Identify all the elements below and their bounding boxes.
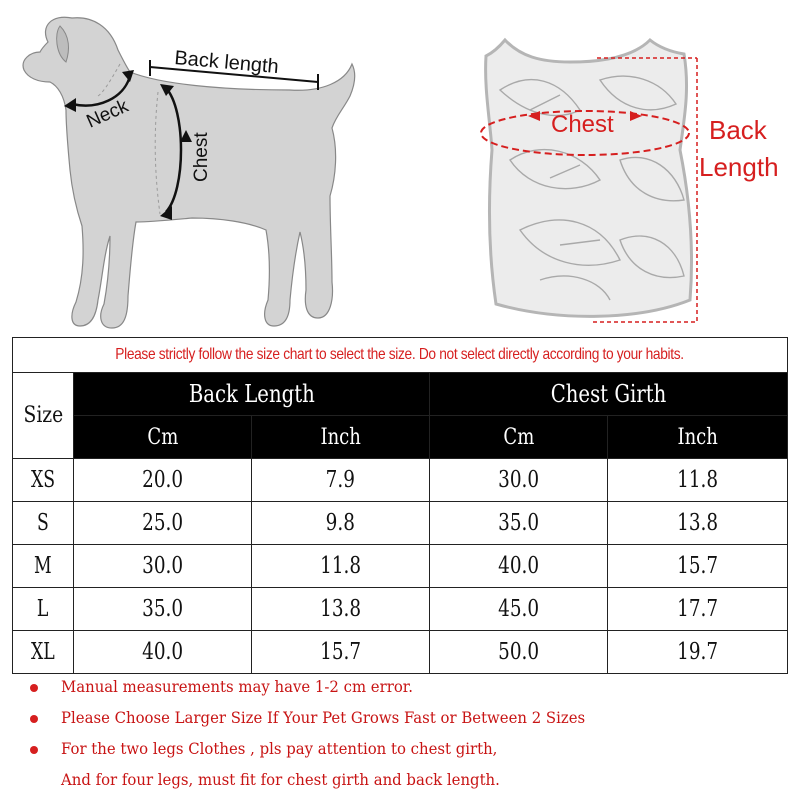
note-item — [30, 737, 790, 768]
measurement-notes — [30, 675, 790, 799]
chest-cm-cell: 40.0 — [430, 545, 608, 588]
back-cm-cell: 20.0 — [74, 459, 252, 502]
size-cell: M — [13, 545, 74, 588]
chest-inch-cell: 15.7 — [608, 545, 788, 588]
size-notice — [13, 338, 788, 373]
garment-back-label: Back — [709, 115, 767, 145]
back-inch-cell: 15.7 — [252, 631, 430, 674]
garment-chest-label: Chest — [551, 111, 614, 138]
note-item — [30, 675, 790, 706]
back-cm-cell: 30.0 — [74, 545, 252, 588]
chest-inch-cell: 11.8 — [608, 459, 788, 502]
garment-length-label: Length — [699, 152, 779, 182]
measurement-illustration — [0, 0, 800, 335]
size-notice-text: Please strictly follow the size chart to select the size. Do not select directly according to your habits. — [115, 346, 685, 363]
chest-cm-cell: 35.0 — [430, 502, 608, 545]
back-length-cm-header: Cm — [74, 416, 252, 459]
note-item-continued — [30, 768, 790, 799]
size-cell: L — [13, 588, 74, 631]
chest-girth-header: Chest Girth — [430, 373, 788, 416]
back-length-header: Back Length — [74, 373, 430, 416]
back-inch-cell: 9.8 — [252, 502, 430, 545]
note-item — [30, 706, 790, 737]
chest-inch-cell: 13.8 — [608, 502, 788, 545]
chest-girth-cm-header: Cm — [430, 416, 608, 459]
chest-label: Chest — [191, 132, 212, 182]
note-text: Please Choose Larger Size If Your Pet Grows Fast or Between 2 Sizes — [61, 708, 586, 727]
table-row — [13, 545, 788, 588]
size-column-header: Size — [13, 373, 74, 459]
chest-inch-cell: 19.7 — [608, 631, 788, 674]
note-text: And for four legs, must fit for chest girth and back length. — [61, 770, 500, 789]
note-text: Manual measurements may have 1-2 cm error. — [61, 677, 413, 696]
back-inch-cell: 13.8 — [252, 588, 430, 631]
back-cm-cell: 25.0 — [74, 502, 252, 545]
bullet-icon — [30, 715, 38, 723]
bullet-icon — [30, 684, 38, 692]
chest-cm-cell: 45.0 — [430, 588, 608, 631]
size-cell: XS — [13, 459, 74, 502]
table-row — [13, 588, 788, 631]
back-length-inch-header: Inch — [252, 416, 430, 459]
chest-inch-cell: 17.7 — [608, 588, 788, 631]
bullet-icon — [30, 746, 38, 754]
size-cell: S — [13, 502, 74, 545]
chest-cm-cell: 30.0 — [430, 459, 608, 502]
note-text: For the two legs Clothes , pls pay attention to chest girth, — [61, 739, 498, 758]
chest-girth-inch-header: Inch — [608, 416, 788, 459]
table-row — [13, 631, 788, 674]
back-length-label: Back length — [173, 47, 280, 79]
size-cell: XL — [13, 631, 74, 674]
table-row — [13, 459, 788, 502]
size-chart-table — [12, 337, 788, 674]
back-inch-cell: 11.8 — [252, 545, 430, 588]
back-inch-cell: 7.9 — [252, 459, 430, 502]
table-row — [13, 502, 788, 545]
back-cm-cell: 40.0 — [74, 631, 252, 674]
back-cm-cell: 35.0 — [74, 588, 252, 631]
chest-cm-cell: 50.0 — [430, 631, 608, 674]
garment-illustration — [481, 40, 779, 322]
neck-label: Neck — [83, 95, 132, 133]
